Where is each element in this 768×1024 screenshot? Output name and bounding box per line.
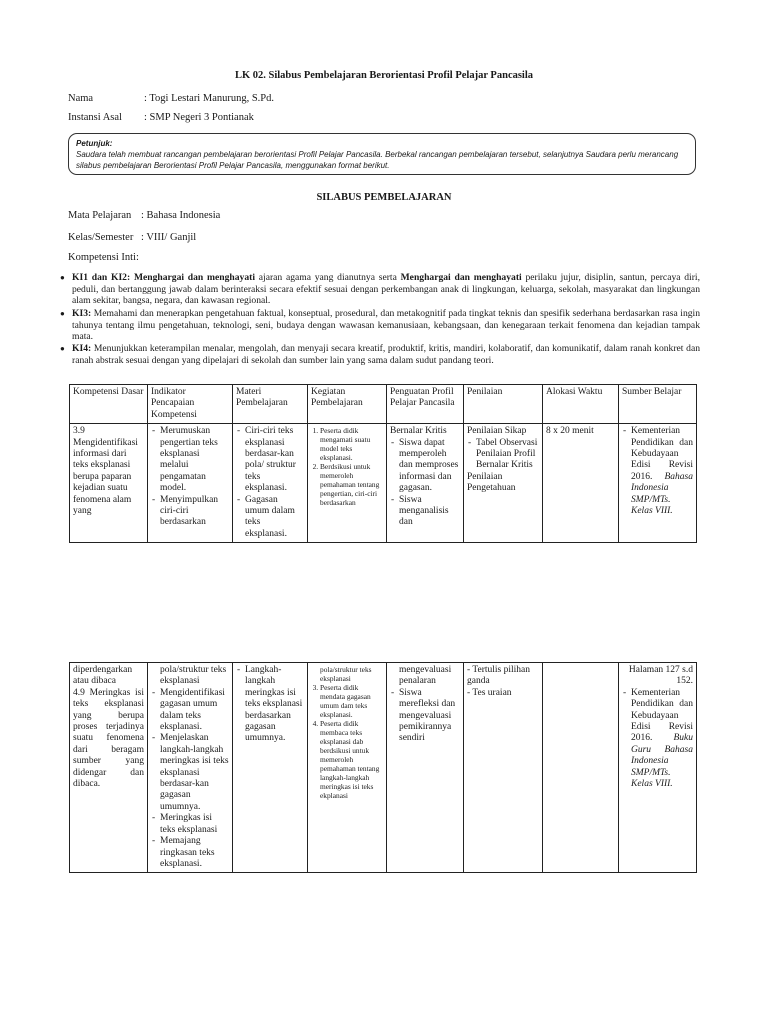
header-alokasi: Alokasi Waktu <box>543 385 619 424</box>
cell-sumber: - Kementerian Pendidikan dan Kebudayaan Edisi Revisi 2016. Bahasa Indonesia SMP/MTs. Kelas VIII. <box>619 424 697 543</box>
silabus-table-page2 <box>69 662 697 873</box>
cell-indikator: pola/struktur teks eksplanasi - Mengidentifikasi gagasan umum dalam teks eksplanasi. - Menjelaskan langkah-langkah meringkas isi teks eksplanasi berdasar-kan gagasan umumnya. - Meringkas isi teks eksplanasi - Memajang ringkasan teks eksplanasi. <box>148 663 233 873</box>
mapel-label: Mata Pelajaran <box>68 210 132 221</box>
petunjuk-text: Saudara telah membuat rancangan pembelajaran berorientasi Profil Pelajar Pancasila. Berbekal rancangan pembelajaran tersebut, selanjutnya Saudara perlu merancang silabus pembelajaran Berorientasi Profil Pelajar Pancasila, menggunakan format berikut. <box>76 150 679 170</box>
header-materi: Materi Pembelajaran <box>233 385 308 424</box>
header-profil: Penguatan Profil Pelajar Pancasila <box>387 385 464 424</box>
instansi-field <box>68 112 254 123</box>
silabus-table-page1 <box>69 384 697 543</box>
header-kd: Kompetensi Dasar <box>70 385 148 424</box>
ki-item: ● KI3: Memahami dan menerapkan pengetahuan faktual, konseptual, prosedural, dan metakognitif pada tingkat teknis dan spesifik sederhana berdasarkan rasa ingin tahunya tentang ilmu pengetahuan, teknologi, seni, budaya dengan wawasan kemanusiaan, kebangsaan, dan kenegaraan terkait fenomena dan kejadian tampak mata. <box>60 308 700 343</box>
header-indikator: Indikator Pencapaian Kompetensi <box>148 385 233 424</box>
header-penilaian: Penilaian <box>464 385 543 424</box>
ki-colon: : <box>135 252 139 263</box>
cell-kegiatan: 1. Peserta didik mengamati suatu model teks eksplanasi. 2. Berdsikusi untuk memeroleh pemahaman tentang pengertian, ciri-ciri berdasarkan <box>308 424 387 543</box>
cell-alokasi <box>543 663 619 873</box>
nama-label: Nama <box>68 93 94 104</box>
kelas-label: Kelas/Semester <box>68 232 134 243</box>
cell-kd: 3.9 Mengidentifikasi informasi dari teks eksplanasi berupa paparan kejadian suatu fenomena alam yang <box>70 424 148 543</box>
cell-penilaian: - Tertulis pilihan ganda - Tes uraian <box>464 663 543 873</box>
bullet-icon: ● <box>60 273 65 282</box>
document-title: LK 02. Silabus Pembelajaran Berorientasi Profil Pelajar Pancasila <box>234 70 534 81</box>
mapel-value: : Bahasa Indonesia <box>141 210 221 221</box>
ki-label: Kompetensi Inti <box>68 252 136 263</box>
cell-materi: - Ciri-ciri teks eksplanasi berdasar-kan pola/ struktur teks eksplanasi. - Gagasan umum dalam teks eksplanasi. <box>233 424 308 543</box>
bullet-icon: ● <box>60 309 65 318</box>
ki-item: ● KI1 dan KI2: Menghargai dan menghayati ajaran agama yang dianutnya serta Menghargai dan menghayati perilaku jujur, disiplin, santun, percaya diri, peduli, dan bertanggung jawab dalam berinteraksi secara efektif sesuai dengan perkembangan anak di lingkungan, keluarga, sekolah, masyarakat dan lingkungan alam sekitar, bangsa, negara, dan kawasan regional. <box>60 272 700 307</box>
cell-kd: diperdengarkan atau dibaca 4.9 Meringkas isi teks eksplanasi yang berupa proses terjadinya suatu fenomena dari beragam sumber yang didengar dan dibaca. <box>70 663 148 873</box>
ki-field <box>68 252 139 263</box>
cell-penilaian: Penilaian Sikap - Tabel Observasi Penilaian Profil Bernalar Kritis Penilaian Pengetahuan <box>464 424 543 543</box>
header-kegiatan: Kegiatan Pembelajaran <box>308 385 387 424</box>
cell-materi: - Langkah-langkah meringkas isi teks eksplanasi berdasarkan gagasan umumnya. <box>233 663 308 873</box>
kelas-field <box>68 232 196 243</box>
petunjuk-box: Petunjuk: Saudara telah membuat rancangan pembelajaran berorientasi Profil Pelajar Pancasila. Berbekal rancangan pembelajaran tersebut, selanjutnya Saudara perlu merancang silabus pembelajaran Berorientasi Profil Pelajar Pancasila, menggunakan format berikut. <box>68 133 696 175</box>
cell-kegiatan: pola/struktur teks eksplanasi 3. Peserta didik mendata gagasan umum dam teks eksplanasi. 4. Peserta didik membaca teks eksplanasi dab berdsikusi untuk memeroleh pemahaman tentang langkah-langkah meringkas isi teks ekplanasi <box>308 663 387 873</box>
cell-sumber: Halaman 127 s.d 152. - Kementerian Pendidikan dan Kebudayaan Edisi Revisi 2016. Buku Guru Bahasa Indonesia SMP/MTs. Kelas VIII. <box>619 663 697 873</box>
mapel-field <box>68 210 220 221</box>
ki-item: ● KI4: Menunjukkan keterampilan menalar, mengolah, dan menyaji secara kreatif, produktif, kritis, mandiri, kolaboratif, dan komunikatif, dalam ranah konkret dan ranah abstrak sesuai dengan yang dipelajari di sekolah dan sumber lain yang sama dalam sudut pandang teori. <box>60 343 700 366</box>
cell-indikator: - Merumuskan pengertian teks eksplanasi melalui pengamatan model. - Menyimpulkan ciri-ciri berdasarkan <box>148 424 233 543</box>
header-sumber: Sumber Belajar <box>619 385 697 424</box>
nama-field <box>68 93 274 104</box>
kelas-value: : VIII/ Ganjil <box>141 232 197 243</box>
bullet-icon: ● <box>60 344 65 353</box>
nama-value: : Togi Lestari Manurung, S.Pd. <box>144 93 275 104</box>
cell-alokasi: 8 x 20 menit <box>543 424 619 543</box>
section-title: SILABUS PEMBELAJARAN <box>316 192 452 203</box>
instansi-label: Instansi Asal <box>68 112 122 123</box>
petunjuk-label: Petunjuk <box>76 139 110 148</box>
cell-profil: mengevaluasi penalaran - Siswa merefleksi dan mengevaluasi pemikirannya sendiri <box>387 663 464 873</box>
cell-profil: Bernalar Kritis - Siswa dapat memperoleh dan memproses informasi dan gagasan. - Siswa menganalisis dan <box>387 424 464 543</box>
instansi-value: : SMP Negeri 3 Pontianak <box>144 112 254 123</box>
